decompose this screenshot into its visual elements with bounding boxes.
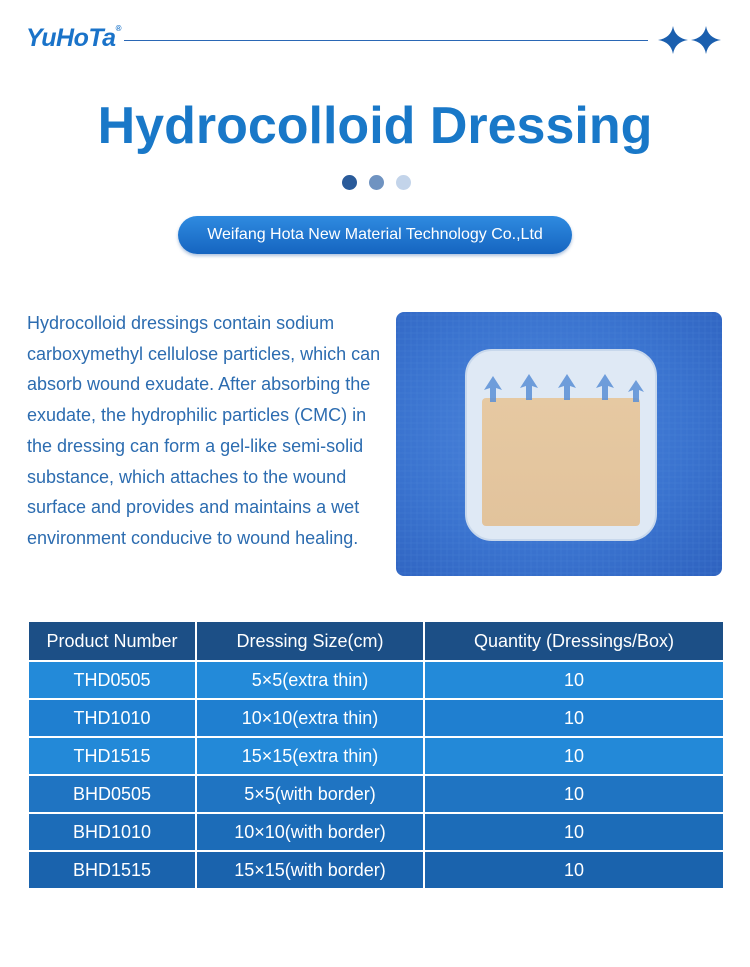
- dressing-size-cell: 15×15(extra thin): [196, 737, 424, 775]
- company-badge: Weifang Hota New Material Technology Co.,Ltd: [178, 216, 572, 254]
- dressing-size-cell: 10×10(with border): [196, 813, 424, 851]
- table-row: [28, 661, 724, 699]
- quantity-cell: 10: [424, 851, 724, 889]
- quantity-cell: 10: [424, 737, 724, 775]
- product-photo: [396, 312, 722, 576]
- product-number-cell: BHD1010: [28, 813, 196, 851]
- quantity-cell: 10: [424, 699, 724, 737]
- quantity-cell: 10: [424, 813, 724, 851]
- product-number-cell: THD0505: [28, 661, 196, 699]
- dressing-size-cell: 5×5(with border): [196, 775, 424, 813]
- brand-logo: YuHoTa®: [26, 24, 121, 52]
- four-point-star-icon: [656, 24, 726, 56]
- product-description: Hydrocolloid dressings contain sodium carboxymethyl cellulose particles, which can absorb wound exudate. After absorbing the exudate, the hydrophilic particles (CMC) in the dressing can form a gel-like semi-solid substance, which attaches to the wound surface and provides and maintains a wet environment conducive to wound healing.: [27, 313, 381, 548]
- header-divider: [124, 40, 648, 41]
- page-header: [0, 0, 750, 80]
- column-header: Product Number: [28, 621, 196, 661]
- dot-dark: [342, 175, 357, 190]
- table-row: [28, 737, 724, 775]
- product-spec-table: [27, 620, 725, 890]
- table-header-row: [28, 621, 724, 661]
- quantity-cell: 10: [424, 775, 724, 813]
- product-number-cell: BHD1515: [28, 851, 196, 889]
- dot-light: [396, 175, 411, 190]
- table-row: [28, 813, 724, 851]
- product-number-cell: BHD0505: [28, 775, 196, 813]
- dot-medium: [369, 175, 384, 190]
- quantity-cell: 10: [424, 661, 724, 699]
- table-row: [28, 699, 724, 737]
- product-number-cell: THD1010: [28, 699, 196, 737]
- dressing-size-cell: 15×15(with border): [196, 851, 424, 889]
- column-header: Dressing Size(cm): [196, 621, 424, 661]
- dressing-size-cell: 10×10(extra thin): [196, 699, 424, 737]
- product-number-cell: THD1515: [28, 737, 196, 775]
- page-title: Hydrocolloid Dressing: [97, 97, 653, 155]
- column-header: Quantity (Dressings/Box): [424, 621, 724, 661]
- table-row: [28, 775, 724, 813]
- decorative-dots: [342, 175, 412, 191]
- dressing-size-cell: 5×5(extra thin): [196, 661, 424, 699]
- table-row: [28, 851, 724, 889]
